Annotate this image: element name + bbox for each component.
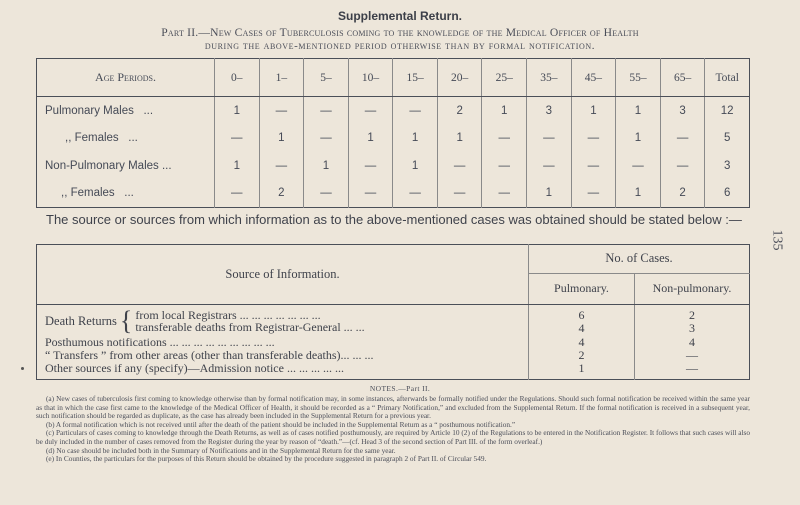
total-column-header: Total — [705, 59, 750, 97]
non-pulmonary-cell: 2 — [689, 307, 695, 322]
table-cell: 1 — [616, 97, 661, 125]
table-cell: — — [571, 179, 616, 207]
row-label-pulmonary-males: Pulmonary Males ... — [37, 97, 215, 125]
total-cell: 12 — [720, 104, 734, 117]
age-column-header: 1– — [259, 59, 304, 97]
table-row — [37, 334, 750, 349]
non-pulmonary-cell: — — [686, 360, 698, 375]
note-a: (a) New cases of tuberculosis first coming to knowledge otherwise than by formal notification may, in some instances, afterwards be formally notified under the Regulations. Should such formal notification be received within the same year as that in which the case first came to the knowledge of the Medical Officer of Health, it should be recorded as a “ Primary Notification,” and excluded from the Supplemental Return. If the formal notification is received in a subsequent year, such notification should be regarded as duplicate, as the case has already been included in the Supplemental Return for a previous year. — [36, 394, 750, 421]
source-row-label: Other sources if any (specify)—Admission notice ... ... ... ... ... — [37, 362, 529, 380]
notes-title: NOTES.—Part II. — [369, 384, 431, 393]
table-row — [37, 97, 750, 125]
part-title-line2: during the above-mentioned period otherwise than by formal notification. — [204, 40, 596, 52]
age-column-header: 0– — [215, 59, 260, 97]
age-column-header: 35– — [527, 59, 572, 97]
age-column-header: 25– — [482, 59, 527, 97]
row-label-non-pulmonary-males: Non-Pulmonary Males ... — [37, 152, 215, 179]
table-cell: — — [304, 97, 349, 125]
age-column-header: 15– — [393, 59, 438, 97]
part-title-line1: Part II.—New Cases of Tuberculosis coming to the knowledge of the Medical Officer of Health — [161, 26, 639, 39]
table-cell: — — [348, 97, 393, 125]
age-column-header: 5– — [304, 59, 349, 97]
table-row — [37, 362, 750, 380]
row-label-non-pulmonary-females: ,, Females ... — [37, 179, 215, 207]
age-column-header: 55– — [616, 59, 661, 97]
table-cell: 2 — [660, 179, 705, 207]
pulmonary-cell: 4 — [529, 334, 635, 349]
note-b: (b) A formal notification which is not received until after the death of the patient should be included in the Supplemental Return as a “ posthumous notification.” — [46, 419, 516, 429]
table-cell: 3 — [660, 97, 705, 125]
pulmonary-cell: 1 — [529, 362, 635, 380]
table-cell: — — [571, 125, 616, 152]
table-cell: 1 — [348, 125, 393, 152]
table-cell: — — [660, 152, 705, 179]
death-row-label: from local Registrars ... ... ... ... ... ... ... — [135, 307, 321, 322]
table-row — [37, 179, 750, 207]
table-row — [37, 152, 750, 179]
table-row — [37, 349, 750, 362]
age-column-header: 65– — [660, 59, 705, 97]
table-cell: 1 — [616, 125, 661, 152]
note-e: (e) In Counties, the particulars for the purposes of this Return should be obtained by the procedure suggested in paragraph 2 of Part II. of Circular 549. — [46, 454, 487, 464]
table-cell: — — [304, 179, 349, 207]
note-d: (d) No case should be included both in the Summary of Notifications and in the Supplemental Return for the same year. — [46, 445, 396, 455]
death-row-label: transferable deaths from Registrar-General ... ... — [135, 319, 365, 334]
table-cell: — — [571, 152, 616, 179]
age-column-header: 45– — [571, 59, 616, 97]
table-cell: 1 — [616, 179, 661, 207]
table-cell: — — [393, 179, 438, 207]
death-returns-label: Death Returns — [45, 313, 117, 328]
table-cell: 3 — [527, 97, 572, 125]
source-header: Source of Information. — [37, 245, 529, 305]
table-cell: — — [482, 152, 527, 179]
page-number: 135 — [769, 229, 785, 251]
death-returns-cell — [37, 304, 529, 334]
table-cell: 2 — [437, 97, 482, 125]
table-cell: 1 — [393, 152, 438, 179]
non-pulmonary-header: Non-pulmonary. — [635, 273, 750, 304]
total-cell: 3 — [723, 159, 731, 172]
table-cell: — — [482, 125, 527, 152]
table-cell: 1 — [437, 125, 482, 152]
table-cell: 1 — [393, 125, 438, 152]
non-pulmonary-cell: — — [686, 348, 698, 363]
source-row-label: Posthumous notifications ... ... ... ... ... ... ... ... ... — [37, 334, 529, 349]
table-row — [37, 304, 750, 322]
table-cell: — — [482, 179, 527, 207]
source-intro-text: The source or sources from which information as to the above-mentioned cases was obtained should be stated below :— — [46, 212, 742, 227]
supplemental-return-title: Supplemental Return. — [337, 9, 462, 23]
table-cell: — — [348, 152, 393, 179]
table-cell: 2 — [259, 179, 304, 207]
pulmonary-cell: 6 — [529, 304, 635, 322]
table-cell: — — [660, 125, 705, 152]
table-cell: 1 — [215, 152, 260, 179]
table-cell: — — [527, 125, 572, 152]
no-of-cases-header: No. of Cases. — [529, 245, 750, 274]
table-cell: 1 — [215, 97, 260, 125]
table-cell: — — [527, 152, 572, 179]
pulmonary-cell: 4 — [529, 322, 635, 335]
table-cell: 1 — [304, 152, 349, 179]
table-cell: — — [259, 97, 304, 125]
table-cell: — — [304, 125, 349, 152]
table-cell: 1 — [259, 125, 304, 152]
non-pulmonary-cell: 4 — [689, 335, 695, 350]
table-cell: — — [215, 125, 260, 152]
table-cell: — — [393, 97, 438, 125]
table-cell: — — [348, 179, 393, 207]
source-row-label: “ Transfers ” from other areas (other than transferable deaths)... ... ... — [37, 349, 529, 362]
table-cell: — — [616, 152, 661, 179]
age-periods-header-label: Age Periods. — [37, 59, 215, 97]
row-label-pulmonary-females: ,, Females ... — [37, 125, 215, 152]
total-cell: 6 — [723, 187, 731, 200]
source-of-information-table — [36, 244, 750, 380]
table-cell: 1 — [482, 97, 527, 125]
table-cell: 1 — [527, 179, 572, 207]
table-cell: — — [215, 179, 260, 207]
notes-block — [36, 395, 750, 464]
pulmonary-cell: 2 — [529, 349, 635, 362]
age-column-header: 10– — [348, 59, 393, 97]
age-column-header: 20– — [437, 59, 482, 97]
note-c: (c) Particulars of cases coming to knowledge through the Death Returns, as well as of cases notified posthumously, are required by Article 10 (2) of the Regulations to be entered in the Notification Register. It follows that such cases will also be duly included in the number of cases removed from the Register during the year by reason of “death.”—(cf. Head 3 of the second section of Part III. of the form overleaf.) — [36, 428, 750, 446]
table-cell: — — [259, 152, 304, 179]
margin-dot — [21, 367, 24, 370]
non-pulmonary-cell: 3 — [689, 320, 695, 335]
pulmonary-header: Pulmonary. — [529, 273, 635, 304]
total-cell: 5 — [723, 132, 731, 145]
table-cell: — — [437, 179, 482, 207]
table-row — [37, 125, 750, 152]
table-cell: 1 — [571, 97, 616, 125]
brace-icon: { — [119, 304, 133, 335]
table-cell: — — [437, 152, 482, 179]
age-periods-header-row — [37, 59, 750, 97]
age-periods-table — [36, 58, 750, 208]
